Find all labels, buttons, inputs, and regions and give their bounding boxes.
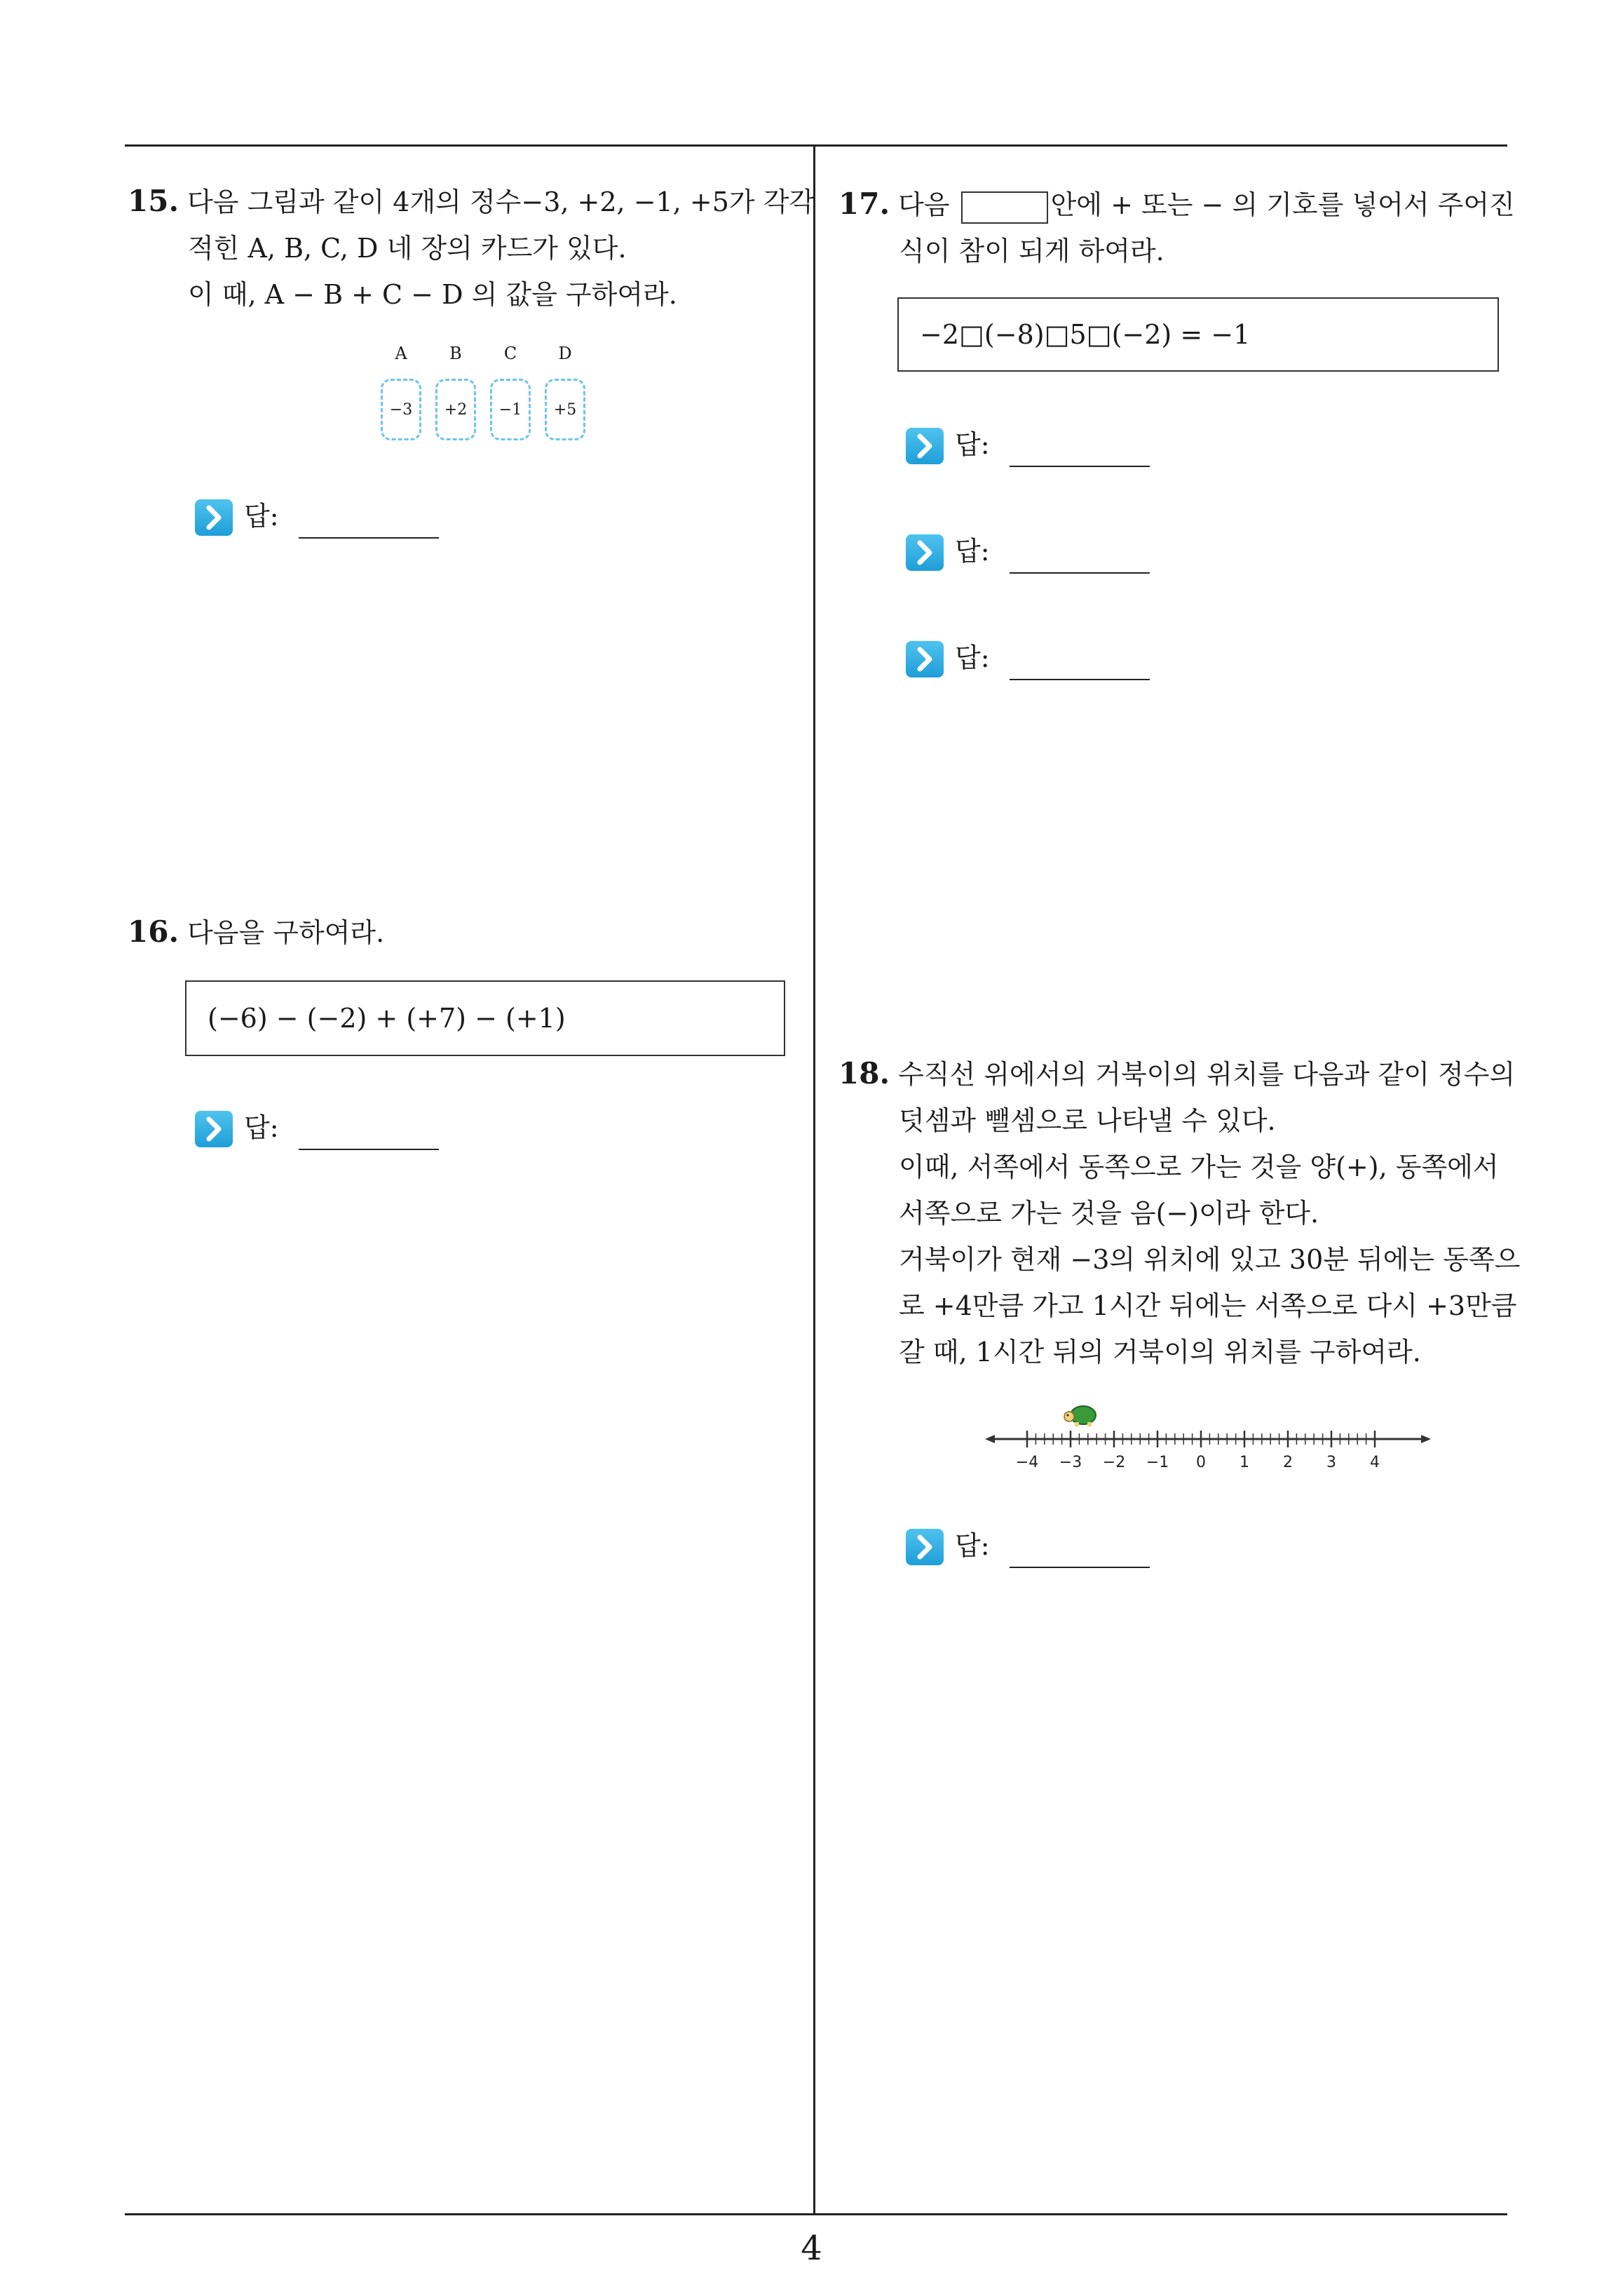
tick-label: 3 xyxy=(1326,1454,1336,1471)
card: −1 xyxy=(490,379,531,440)
problem-text-line: 덧셈과 뺄셈으로 나타낼 수 있다. xyxy=(899,1105,1276,1136)
problem-text-line: 로 +4만큼 가고 1시간 뒤에는 서쪽으로 다시 +3만큼 xyxy=(899,1290,1517,1321)
tick-label: −2 xyxy=(1102,1454,1126,1471)
answer-blank[interactable] xyxy=(1010,679,1150,680)
card-letter: D xyxy=(558,344,572,363)
answer-15 xyxy=(195,497,433,539)
answer-17c xyxy=(906,638,1144,680)
card-letter: B xyxy=(449,344,462,363)
answer-16 xyxy=(195,1108,433,1150)
answer-label: 답: xyxy=(955,1530,990,1561)
tick-label: −1 xyxy=(1146,1454,1169,1471)
problem-text-line: 적힌 A, B, C, D 네 장의 카드가 있다. xyxy=(188,233,627,264)
answer-label: 답: xyxy=(955,536,990,567)
answer-blank[interactable] xyxy=(1010,572,1150,574)
arrow-icon xyxy=(906,534,944,571)
answer-label: 답: xyxy=(955,429,990,460)
problem-number: 15. xyxy=(128,184,179,218)
problem-text-line: 이 때, A − B + C − D 의 값을 구하여라. xyxy=(188,279,677,310)
problem-15 xyxy=(128,178,815,318)
tick-label: 4 xyxy=(1370,1454,1380,1471)
problem-text-line: 거북이가 현재 −3의 위치에 있고 30분 뒤에는 동쪽으 xyxy=(899,1244,1521,1275)
problem-text-line: 다음을 구하여라. xyxy=(187,917,385,948)
expression-box: (−6) − (−2) + (+7) − (+1) xyxy=(185,980,785,1056)
card: +2 xyxy=(435,379,476,440)
answer-blank[interactable] xyxy=(1010,1567,1150,1568)
tick-label: 0 xyxy=(1196,1454,1206,1471)
problem-text-line: 다음 그림과 같이 4개의 정수−3, +2, −1, +5가 각각 xyxy=(187,187,815,217)
problem-text-line: 식이 참이 되게 하여라. xyxy=(899,236,1164,266)
arrow-icon xyxy=(195,1111,233,1147)
answer-17a xyxy=(906,425,1144,467)
problem-text-line: 서쪽으로 가는 것을 음(−)이라 한다. xyxy=(899,1198,1319,1229)
problem-text: 안에 + 또는 − 의 기호를 넣어서 주어진 xyxy=(1050,189,1515,220)
tick-label: −4 xyxy=(1015,1454,1039,1471)
problem-17 xyxy=(838,181,1515,274)
problem-16 xyxy=(128,909,384,956)
tick-label: −3 xyxy=(1059,1454,1082,1471)
problem-text: 다음 xyxy=(898,189,950,220)
answer-label: 답: xyxy=(244,501,279,532)
number-line xyxy=(985,1396,1434,1473)
page-number: 4 xyxy=(801,2229,822,2268)
card: −3 xyxy=(381,379,421,440)
column-divider xyxy=(813,144,815,2213)
problem-text-line: 수직선 위에서의 거북이의 위치를 다음과 같이 정수의 xyxy=(898,1059,1516,1090)
problem-number: 16. xyxy=(128,914,179,949)
blank-box xyxy=(961,191,1048,224)
problem-text-line: 이때, 서쪽에서 동쪽으로 가는 것을 양(+), 동쪽에서 xyxy=(899,1152,1499,1182)
answer-blank[interactable] xyxy=(1010,466,1150,467)
card-letter: A xyxy=(395,344,407,363)
bottom-rule xyxy=(125,2213,1507,2215)
answer-18 xyxy=(906,1526,1144,1568)
arrow-icon xyxy=(906,1529,944,1565)
problem-number: 18. xyxy=(838,1056,890,1090)
problem-18 xyxy=(838,1051,1520,1375)
arrow-icon xyxy=(195,499,233,536)
answer-label: 답: xyxy=(955,642,990,673)
problem-number: 17. xyxy=(838,187,890,221)
expression-box: −2□(−8)□5□(−2) = −1 xyxy=(897,297,1499,372)
answer-label: 답: xyxy=(244,1112,279,1143)
card-figure xyxy=(379,344,610,449)
card: +5 xyxy=(545,379,585,440)
arrow-icon xyxy=(906,428,944,464)
tick-label: 2 xyxy=(1283,1454,1293,1471)
answer-blank[interactable] xyxy=(299,1149,439,1150)
turtle-icon xyxy=(1064,1406,1096,1426)
arrow-icon xyxy=(906,641,944,677)
top-rule xyxy=(125,144,1507,147)
tick-label: 1 xyxy=(1240,1454,1249,1471)
card-letter: C xyxy=(503,344,517,363)
problem-text-line: 갈 때, 1시간 뒤의 거북이의 위치를 구하여라. xyxy=(899,1337,1421,1368)
answer-blank[interactable] xyxy=(299,537,439,539)
answer-17b xyxy=(906,532,1144,574)
